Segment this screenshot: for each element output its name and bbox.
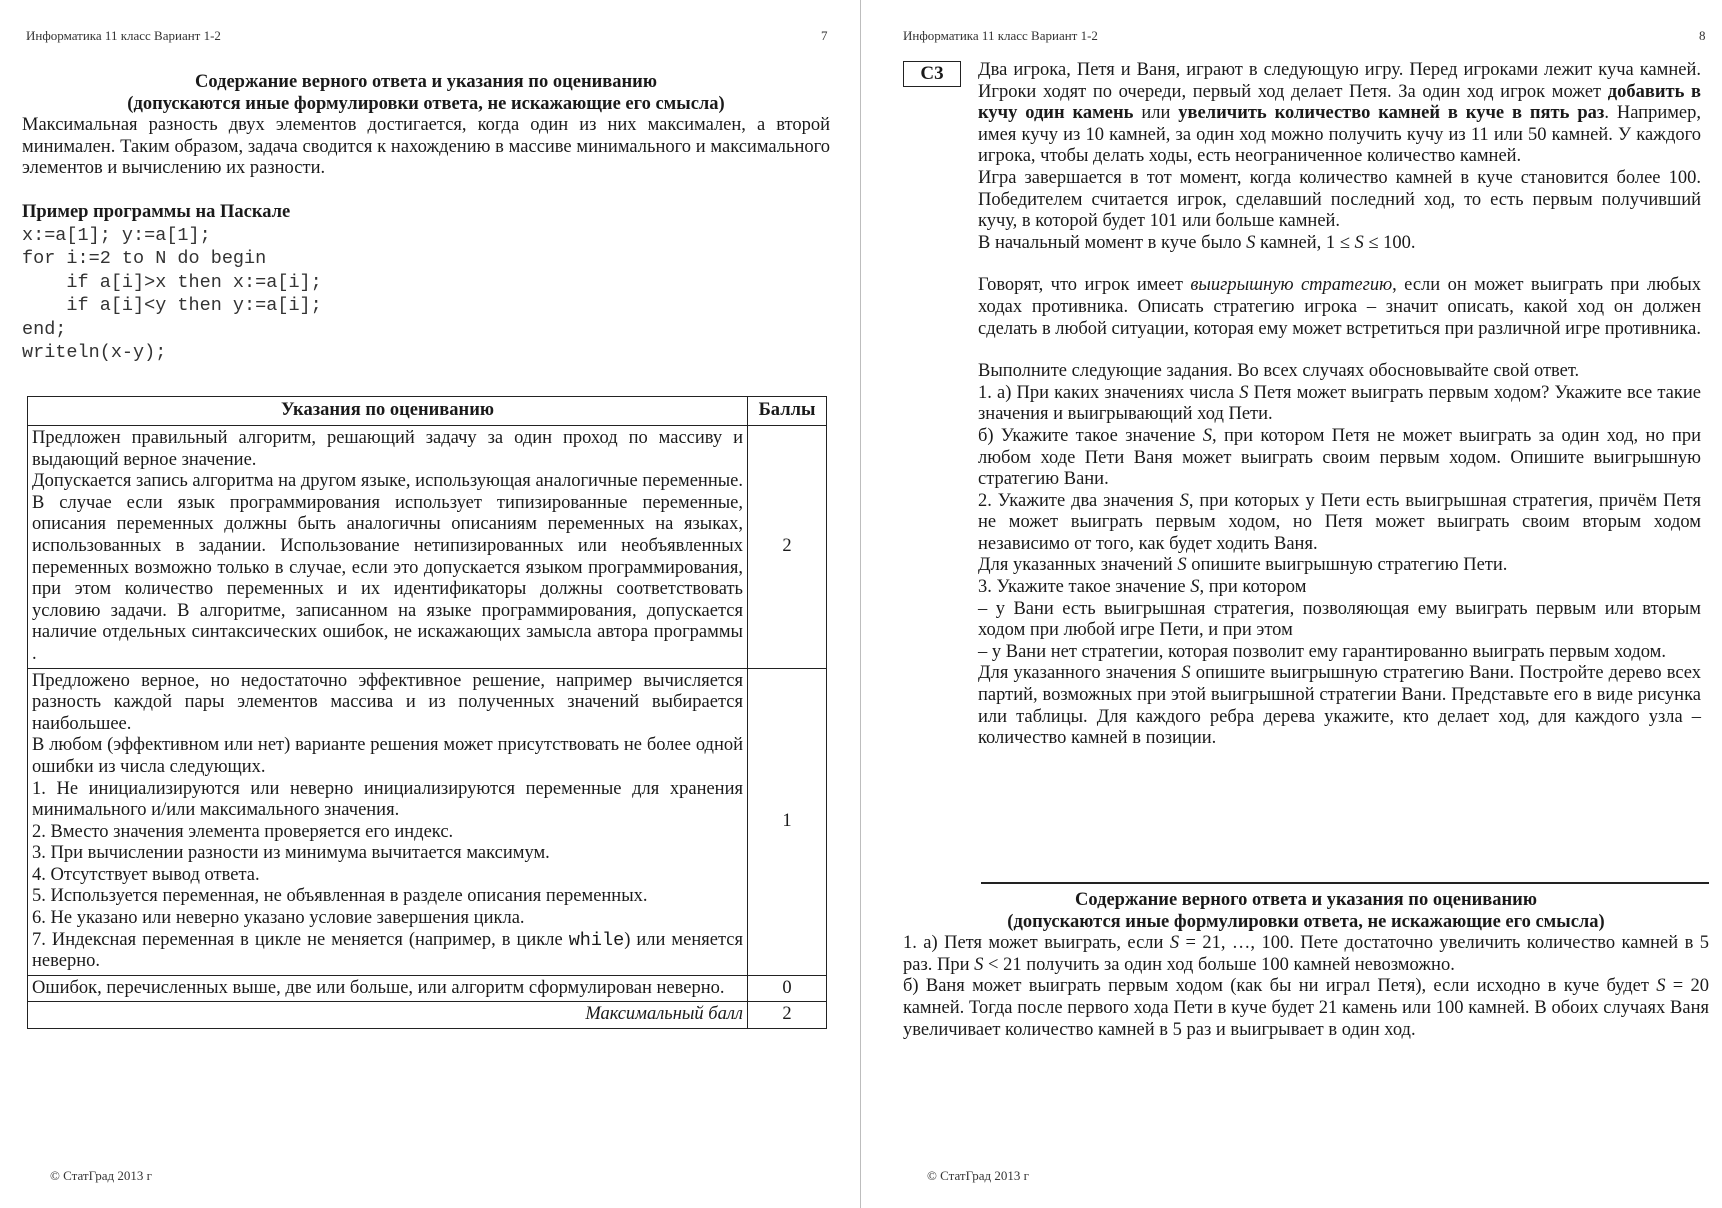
text: , при котором — [1199, 577, 1307, 598]
spacer — [978, 340, 1701, 361]
variable-s: S — [1354, 232, 1364, 253]
right-page-number: 8 — [1699, 28, 1706, 43]
task-label: С3 — [903, 61, 961, 87]
text: Говорят, что игрок имеет — [978, 275, 1191, 296]
text: , если он может выиграть при любых ходах противника. Описать стратегию игрока – значит описать, какой ход он должен сделать в любой ситуации, которая ему может встретиться при различной игре противника. — [978, 275, 1702, 339]
text: б) Ваня может выиграть первым ходом (как бы ни играл Петя), если исходно в куче будет — [903, 976, 1657, 997]
task-paragraph — [978, 275, 1701, 340]
error-list-item: 6. Не указано или неверно указано условие завершения цикла. — [32, 908, 525, 929]
text: Для указанных значений — [978, 555, 1178, 576]
answer-1a — [903, 933, 1709, 976]
question-3-strategy — [978, 663, 1701, 749]
code-line: for i:=2 to N do begin — [22, 248, 267, 270]
text: 1. а) Петя может выиграть, если — [903, 933, 1170, 954]
solution-intro: Максимальная разность двух элементов достигается, когда один из них максимален, а второй минимален. Таким образом, задача сводится к нахождению в массиве минимального и максимального элементов и вычислению их разности. — [22, 115, 830, 179]
text: . Например, имея кучу из 10 камней, за один ход можно получить кучу из 11 или 50 камней. У каждого игрока, чтобы делать ходы, есть неограниченное количество камней. — [978, 103, 1702, 167]
answer-1b — [903, 976, 1709, 1041]
criteria-text: Предложено верное, но недостаточно эффективное решение, например вычисляется разность каждой пары элементов массива и из полученных значений выбирается наибольшее. — [32, 670, 743, 734]
question-2-strategy — [978, 555, 1701, 577]
pascal-code — [22, 224, 830, 365]
text: = 20 камней. Тогда после первого хода Пети в куче будет 21 камень или 100 камней. В обоих случаях Ваня увеличивает количество камней в 5 раз и выигрывает в один ход. — [903, 976, 1709, 1040]
right-page — [861, 0, 1722, 1208]
error-list-item — [32, 930, 743, 973]
text: 1. а) При каких значениях числа — [978, 382, 1240, 403]
text: < 21 получить за один ход больше 100 камней невозможно. — [983, 954, 1455, 975]
left-answer-block — [22, 72, 830, 365]
right-page-header: Информатика 11 класс Вариант 1-2 — [903, 28, 1098, 43]
variable-s: S — [1179, 490, 1189, 511]
criteria-column-header: Указания по оцениванию — [28, 397, 748, 426]
code-line: if a[i]>x then x:=a[i]; — [22, 271, 322, 293]
variable-s: S — [1190, 577, 1200, 598]
question-3-condition: – у Вани нет стратегии, которая позволит ему гарантированно выиграть первым ходом. — [978, 641, 1667, 662]
error-list-item: 5. Используется переменная, не объявленная в разделе описания переменных. — [32, 886, 648, 907]
item-text: ) или меняется неверно. — [32, 929, 743, 972]
table-row — [28, 426, 827, 669]
points-column-header: Баллы — [748, 397, 827, 426]
inline-code: while — [568, 929, 625, 951]
code-line: end; — [22, 318, 67, 340]
left-page — [0, 0, 860, 1208]
variable-s: S — [1202, 425, 1213, 446]
error-list-item: 2. Вместо значения элемента проверяется его индекс. — [32, 821, 454, 842]
question-1a — [978, 383, 1701, 426]
text: б) Укажите такое значение — [978, 425, 1203, 446]
answer-subtitle: (допускаются иные формулировки ответа, не искажающие его смысла) — [127, 93, 725, 114]
table-header-row — [28, 397, 827, 426]
right-answer-block — [903, 890, 1709, 1041]
text-italic: выигрышную стратегию — [1190, 275, 1393, 296]
section-rule — [981, 882, 1709, 884]
criteria-text: Ошибок, перечисленных выше, две или больше, или алгоритм сформулирован неверно. — [32, 977, 725, 998]
variable-s: S — [974, 954, 984, 975]
grading-table — [27, 396, 827, 1029]
criteria-text: Предложен правильный алгоритм, решающий задачу за один проход по массиву и выдающий верное значение. — [32, 428, 743, 470]
table-row — [28, 668, 827, 975]
error-list-item: 1. Не инициализируются или неверно инициализируются переменные для хранения минимального и/или максимального значения. — [32, 778, 743, 821]
code-line: x:=a[1]; y:=a[1]; — [22, 224, 211, 246]
text: Два игрока, Петя и Ваня, играют в следующую игру. Перед игроками лежит куча камней. Игроки ходят по очереди, первый ход делает Петя. За один ход игрок может — [978, 60, 1701, 102]
points-cell: 0 — [748, 975, 827, 1002]
table-row — [28, 975, 827, 1002]
item-text: 7. Индексная переменная в цикле не меняется (например, в цикле — [32, 929, 569, 950]
text: 2. Укажите два значения — [978, 490, 1180, 511]
answer-title: Содержание верного ответа и указания по оцениванию — [1075, 890, 1537, 910]
variable-s: S — [1177, 555, 1187, 576]
question-1b — [978, 426, 1701, 491]
text: = 21, …, 100. Пете достаточно увеличить количество камней в 5 раз. При — [903, 933, 1710, 975]
variable-s: S — [1239, 382, 1249, 403]
variable-s: S — [1656, 976, 1666, 997]
code-line: if a[i]<y then y:=a[i]; — [22, 295, 322, 317]
spacer — [978, 254, 1701, 275]
task-paragraph — [978, 60, 1701, 168]
text: опишите выигрышную стратегию Вани. Постройте дерево всех партий, возможных при этой выигрышной стратегии Вани. Представьте его в виде рисунка или таблицы. Для каждого ребра дерева укажите, кто делает ход, для каждого узла – количество камней в позиции. — [978, 663, 1702, 749]
error-list-item: 3. При вычислении разности из минимума вычитается максимум. — [32, 843, 550, 864]
program-heading: Пример программы на Паскале — [22, 201, 291, 222]
text: , при которых у Пети есть выигрышная стратегия, причём Петя не может выиграть первым ходом, но Петя может выиграть своим вторым ходом независимо от того, как будет ходить Ваня. — [978, 490, 1701, 554]
criteria-text: Допускается запись алгоритма на другом языке, использующая аналогичные переменные. В случае если язык программирования использует типизированные переменные, описания переменных должны быть аналогичны описаниям переменных на языках, использованных в задании. Использование нетипизированных или необъявленных переменных возможно только в случае, если это допускается языком программирования, при этом количество переменных и их идентификаторы должны соответствовать условию задачи. В алгоритме, записанном на языке программирования, допускается наличие отдельных синтаксических ошибок, не искажающих замысла автора программы . — [32, 471, 743, 664]
variable-s: S — [1181, 663, 1191, 684]
task-paragraph: Выполните следующие задания. Во всех случаях обосновывайте свой ответ. — [978, 361, 1580, 382]
max-score-row — [28, 1002, 827, 1029]
text: В начальный момент в куче было — [978, 232, 1247, 253]
left-footer: © СтатГрад 2013 г — [50, 1168, 152, 1183]
points-cell: 1 — [748, 668, 827, 975]
points-cell: 2 — [748, 426, 827, 669]
variable-s: S — [1169, 933, 1180, 954]
criteria-cell — [28, 668, 748, 975]
question-3 — [978, 577, 1701, 599]
right-footer: © СтатГрад 2013 г — [927, 1168, 1029, 1183]
text: 3. Укажите такое значение — [978, 577, 1191, 598]
answer-subtitle: (допускаются иные формулировки ответа, не искажающие его смысла) — [1007, 911, 1605, 932]
left-page-header: Информатика 11 класс Вариант 1-2 — [26, 28, 221, 43]
text-bold: добавить в кучу один камень — [978, 81, 1701, 124]
code-line: writeln(x-y); — [22, 342, 167, 364]
criteria-cell — [28, 975, 748, 1002]
question-2 — [978, 491, 1701, 556]
text: опишите выигрышную стратегию Пети. — [1186, 555, 1508, 576]
question-3-condition: – у Вани есть выигрышная стратегия, позволяющая ему выиграть первым или вторым ходом при любой игре Пети, и при этом — [978, 598, 1701, 641]
task-statement — [978, 60, 1701, 750]
max-score-label: Максимальный балл — [28, 1002, 748, 1029]
left-page-number: 7 — [821, 28, 828, 43]
max-score-value: 2 — [748, 1002, 827, 1029]
text: Для указанного значения — [978, 663, 1182, 684]
criteria-cell — [28, 426, 748, 669]
answer-title: Содержание верного ответа и указания по оцениванию — [195, 72, 657, 92]
variable-s: S — [1246, 232, 1256, 253]
text: ≤ 100. — [1363, 232, 1416, 253]
error-list-item: 4. Отсутствует вывод ответа. — [32, 864, 260, 885]
text: или — [1133, 103, 1179, 124]
text: Петя может выиграть первым ходом? Укажите все такие значения и выигрывающий ход Пети. — [978, 382, 1701, 425]
task-paragraph — [978, 233, 1701, 255]
task-paragraph: Игра завершается в тот момент, когда количество камней в куче становится более 100. Победителем считается игрок, сделавший последний ход, то есть первым получивший кучу, в которой будет 101 или больше камней. — [978, 167, 1701, 232]
criteria-text: В любом (эффективном или нет) варианте решения может присутствовать не более одной ошибки из числа следующих. — [32, 735, 743, 777]
text-bold: увеличить количество камней в куче в пять раз — [1178, 103, 1605, 124]
text: , при котором Петя не может выиграть за один ход, но при любом ходе Пети Ваня может выиграть своим первым ходом. Опишите выигрышную стратегию Вани. — [978, 425, 1701, 490]
text: камней, 1 ≤ — [1255, 232, 1355, 253]
